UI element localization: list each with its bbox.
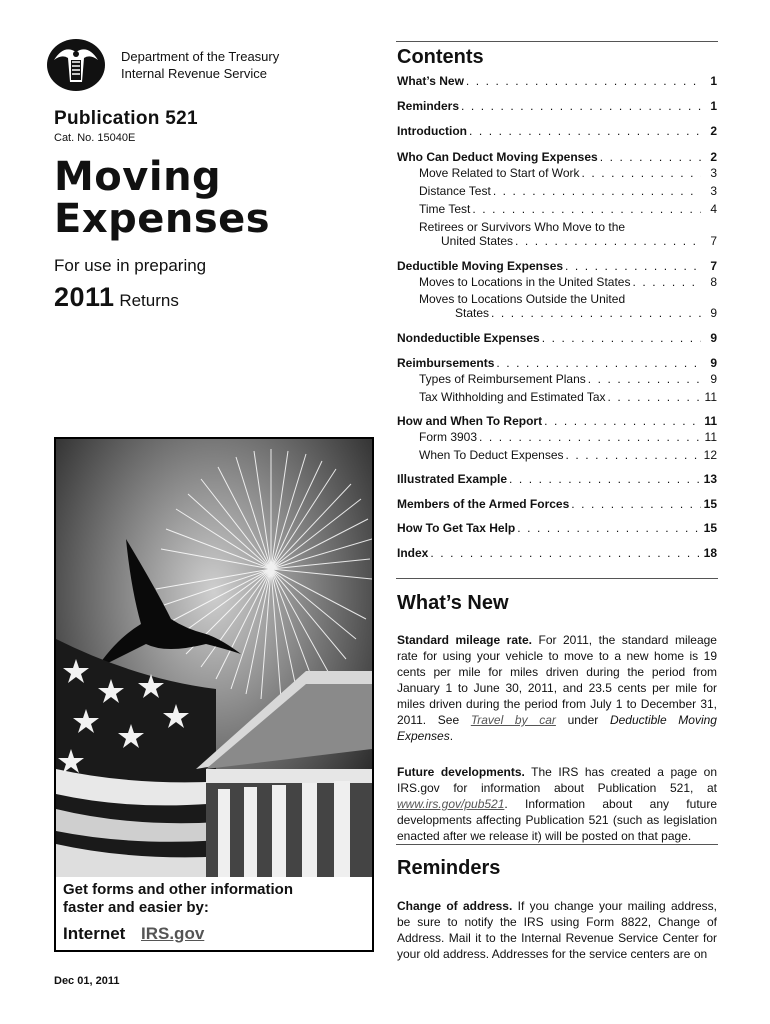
- toc-label: Illustrated Example: [397, 472, 508, 486]
- irs-eagle-logo-icon: [46, 38, 106, 92]
- toc-item-how-when-report[interactable]: [397, 414, 717, 428]
- toc-label: Members of the Armed Forces: [397, 497, 570, 511]
- publication-number: Publication 521: [54, 108, 198, 129]
- returns-label: Returns: [119, 291, 179, 310]
- catalog-number: Cat. No. 15040E: [54, 132, 136, 144]
- toc-item-reimbursements[interactable]: [397, 356, 717, 370]
- toc-item-when-deduct[interactable]: [419, 448, 717, 462]
- toc-label: Introduction: [397, 124, 467, 138]
- toc-item-types-reimbursement[interactable]: [419, 372, 717, 386]
- toc-page: 1: [710, 74, 717, 88]
- toc-page: 15: [703, 497, 717, 511]
- toc-page: 9: [710, 306, 717, 320]
- internet-label: Internet: [63, 924, 126, 943]
- divider: [396, 41, 718, 42]
- toc-label: Time Test: [419, 202, 471, 216]
- toc-label: Types of Reimbursement Plans: [419, 372, 586, 386]
- title-line-1: Moving: [54, 154, 222, 200]
- caption-line-2: faster and easier by:: [63, 899, 209, 916]
- toc-label: Reminders: [397, 99, 460, 113]
- toc-label: Who Can Deduct Moving Expenses: [397, 150, 598, 164]
- toc-item-who-can-deduct[interactable]: [397, 150, 717, 164]
- toc-page: 13: [703, 472, 717, 486]
- toc-item-united-states[interactable]: [441, 234, 717, 248]
- standard-mileage-paragraph: Standard mileage rate. For 2011, the standard mileage rate for using your vehicle to move to a new home is 19 cents per mile for miles driven during the period from January 1 to June 30, 2011, and 23.5 cents per mile for miles driven during the period from July 1 to December 31, 2011. See Travel by car under Deductible Moving Expenses.: [397, 633, 717, 743]
- travel-by-car-link[interactable]: Travel by car: [470, 713, 556, 727]
- future-developments-paragraph: Future developments. The IRS has created a page on IRS.gov for information about Publication 521, at www.irs.gov/pub521. Information about any future developments affecting Publication 521 (such as legislation enacted after we release it) will be posted on that page.: [397, 765, 718, 843]
- toc-item-move-related[interactable]: [419, 166, 717, 180]
- toc-page: 8: [710, 275, 717, 289]
- toc-item-index[interactable]: [397, 546, 717, 560]
- toc-item-time-test[interactable]: [419, 202, 717, 216]
- toc-page: 4: [710, 202, 717, 216]
- toc-page: 18: [703, 546, 717, 560]
- toc-item-illustrated-example[interactable]: [397, 472, 717, 486]
- toc-page: 9: [710, 372, 717, 386]
- toc-item-reminders[interactable]: [397, 99, 717, 113]
- cover-caption: [56, 877, 372, 950]
- irs-pub521-link[interactable]: www.irs.gov/pub521: [397, 797, 505, 811]
- whats-new-heading: What’s New: [397, 592, 509, 614]
- toc-page: 3: [710, 184, 717, 198]
- toc-label: Move Related to Start of Work: [419, 166, 580, 180]
- toc-label: Distance Test: [419, 184, 491, 198]
- divider: [396, 844, 718, 845]
- toc-page: 12: [703, 448, 717, 462]
- toc-label: States: [455, 306, 490, 320]
- for-use-text: For use in preparing: [54, 256, 207, 275]
- reminders-heading: Reminders: [397, 857, 501, 879]
- toc-label: Moves to Locations in the United States: [419, 275, 631, 289]
- toc-item-whats-new[interactable]: [397, 74, 717, 88]
- toc-item-tax-withholding[interactable]: [419, 390, 717, 404]
- tax-year-line: [54, 282, 179, 313]
- toc-label: Index: [397, 546, 429, 560]
- divider: [396, 578, 718, 579]
- toc-page: 7: [710, 234, 717, 248]
- contents-heading: Contents: [397, 46, 484, 68]
- title-line-2: Expenses: [54, 196, 271, 242]
- toc-label: Reimbursements: [397, 356, 495, 370]
- change-of-address-paragraph: Change of address. If you change your mailing address, be sure to notify the IRS using Form 8822, Change of Address. Mail it to the Internal Revenue Service Center for your old address. Addresses for the service centers are on: [397, 899, 717, 961]
- toc-item-retirees[interactable]: Retirees or Survivors Who Move to the: [419, 220, 626, 234]
- toc-page: 1: [710, 99, 717, 113]
- toc-page: 11: [704, 390, 717, 404]
- caption-line-1: Get forms and other information: [63, 881, 294, 898]
- toc-item-tax-help[interactable]: [397, 521, 717, 535]
- toc-label: Form 3903: [419, 430, 478, 444]
- service-name: Internal Revenue Service: [121, 66, 267, 81]
- toc-item-deductible-moving[interactable]: [397, 259, 717, 273]
- toc-label: United States: [441, 234, 514, 248]
- toc-page: 2: [710, 150, 717, 164]
- toc-page: 2: [710, 124, 717, 138]
- toc-page: 3: [710, 166, 717, 180]
- cover-illustration: [56, 439, 372, 877]
- paragraph-title: Standard mileage rate.: [397, 633, 533, 647]
- toc-page: 7: [710, 259, 717, 273]
- toc-label: Nondeductible Expenses: [397, 331, 540, 345]
- irs-gov-link[interactable]: IRS.gov: [141, 924, 205, 943]
- toc-item-distance-test[interactable]: [419, 184, 717, 198]
- toc-item-moves-outside[interactable]: Moves to Locations Outside the United: [419, 292, 626, 306]
- toc-page: 9: [710, 356, 717, 370]
- toc-item-introduction[interactable]: [397, 124, 717, 138]
- department-name: Department of the Treasury: [121, 49, 280, 64]
- toc-page: 15: [703, 521, 717, 535]
- cover-illustration-box: [54, 437, 374, 952]
- publication-date: Dec 01, 2011: [54, 975, 120, 987]
- toc-label: When To Deduct Expenses: [419, 448, 564, 462]
- toc-item-armed-forces[interactable]: [397, 497, 717, 511]
- toc-item-nondeductible[interactable]: [397, 331, 717, 345]
- toc-page: 11: [704, 430, 717, 444]
- toc-item-states[interactable]: [455, 306, 717, 320]
- toc-item-form-3903[interactable]: [419, 430, 717, 444]
- toc-label: How To Get Tax Help: [397, 521, 516, 535]
- toc-label: What’s New: [397, 74, 464, 88]
- toc-label: Deductible Moving Expenses: [397, 259, 564, 273]
- paragraph-title: Future developments.: [397, 765, 525, 779]
- paragraph-title: Change of address.: [397, 899, 513, 913]
- toc-page: 11: [704, 414, 717, 428]
- toc-item-moves-us[interactable]: [419, 275, 717, 289]
- toc-page: 9: [710, 331, 717, 345]
- toc-label: How and When To Report: [397, 414, 543, 428]
- toc-label: Tax Withholding and Estimated Tax: [419, 390, 606, 404]
- tax-year: 2011: [54, 282, 115, 312]
